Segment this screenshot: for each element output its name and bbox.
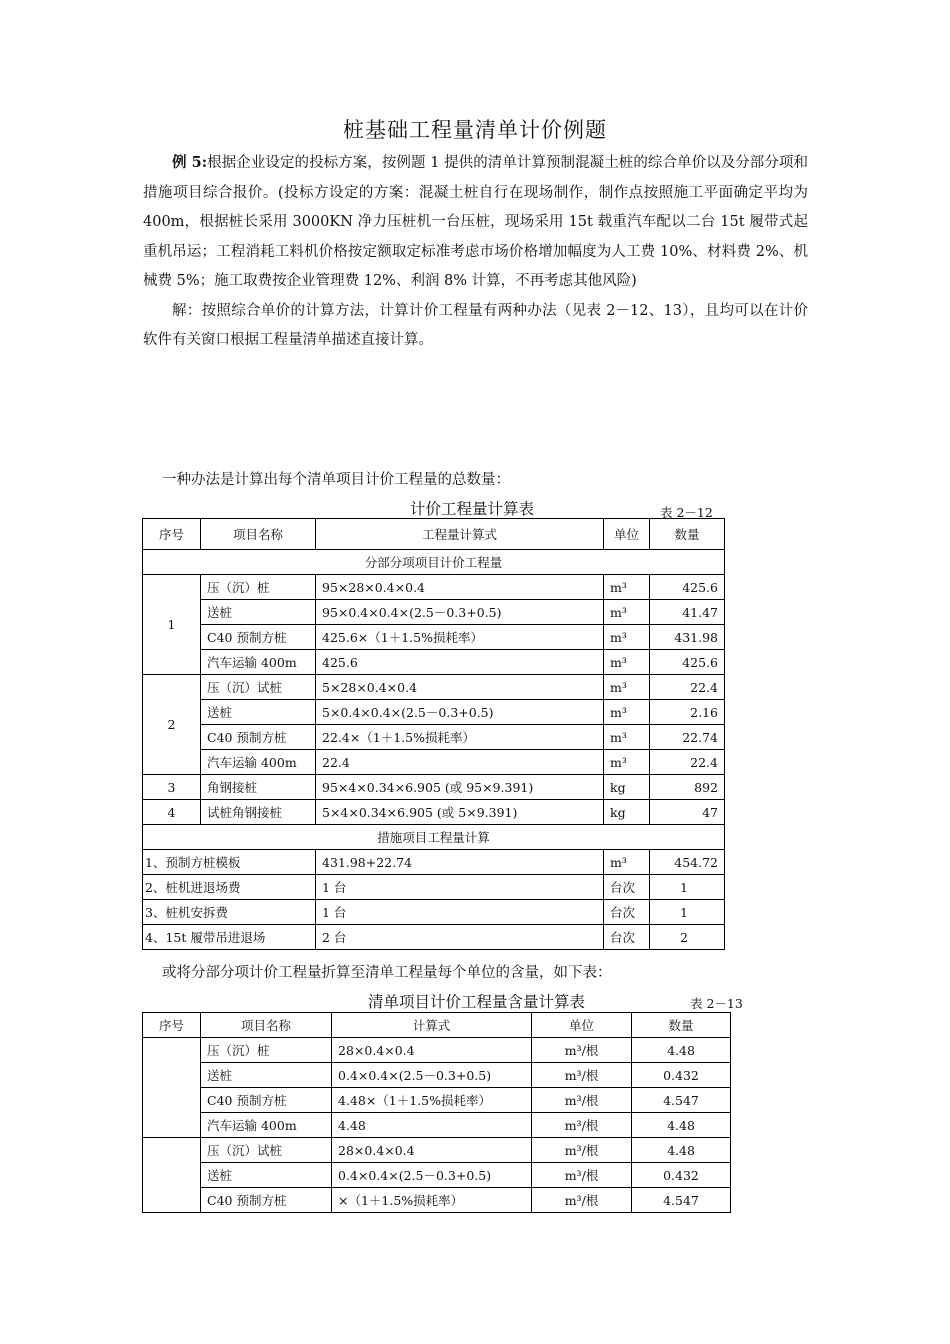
section-row <box>143 825 725 850</box>
item-qty: 4.547 <box>632 1088 731 1113</box>
item-name: C40 预制方桩 <box>201 625 316 650</box>
item-formula: 28×0.4×0.4 <box>332 1038 532 1063</box>
table-row <box>143 800 725 825</box>
row-number: 4 <box>143 800 201 825</box>
measure-unit: 台次 <box>604 875 650 900</box>
table-row <box>143 775 725 800</box>
item-unit: m³ <box>604 600 650 625</box>
item-formula: 4.48 <box>332 1113 532 1138</box>
calc-table <box>142 518 725 950</box>
table-row <box>143 675 725 700</box>
header-cell: 项目名称 <box>201 519 316 550</box>
measure-name: 1、预制方桩模板 <box>143 850 316 875</box>
item-qty: 4.48 <box>632 1113 731 1138</box>
item-name: 压（沉）试桩 <box>201 675 316 700</box>
item-qty: 22.4 <box>650 675 725 700</box>
item-qty: 22.74 <box>650 725 725 750</box>
example-label: 例 5: <box>172 154 208 171</box>
table2-title: 清单项目计价工程量含量计算表 <box>368 993 586 1011</box>
header-cell: 单位 <box>604 519 650 550</box>
table-row <box>143 625 725 650</box>
item-unit: m³ <box>604 575 650 600</box>
header-cell: 项目名称 <box>201 1013 332 1038</box>
item-formula: 4.48×（1＋1.5%损耗率） <box>332 1088 532 1113</box>
row-number-cell <box>143 1038 201 1138</box>
item-unit: m³/根 <box>532 1163 632 1188</box>
measure-unit: 台次 <box>604 900 650 925</box>
measure-qty: 1 <box>650 900 725 925</box>
table-row <box>143 700 725 725</box>
page-title: 桩基础工程量清单计价例题 <box>343 118 607 142</box>
table-row <box>143 600 725 625</box>
table-header-row <box>143 519 725 550</box>
item-qty: 425.6 <box>650 575 725 600</box>
table-row <box>143 1163 731 1188</box>
solution-paragraph: 解：按照综合单价的计算方法，计算计价工程量有两种办法（见表 2－12、13），且均可以在计价软件有关窗口根据工程量清单描述直接计算。 <box>143 302 808 348</box>
item-qty: 0.432 <box>632 1063 731 1088</box>
row-number: 2 <box>143 675 201 775</box>
table-header-row <box>143 1013 731 1038</box>
item-formula: 0.4×0.4×(2.5－0.3+0.5) <box>332 1063 532 1088</box>
item-unit: kg <box>604 775 650 800</box>
item-name: 送桩 <box>201 600 316 625</box>
item-qty: 4.547 <box>632 1188 731 1213</box>
item-formula: ×（1＋1.5%损耗率） <box>332 1188 532 1213</box>
item-formula: 0.4×0.4×(2.5－0.3+0.5) <box>332 1163 532 1188</box>
item-name: 送桩 <box>201 700 316 725</box>
item-name: 压（沉）试桩 <box>201 1138 332 1163</box>
item-unit: m³/根 <box>532 1063 632 1088</box>
item-qty: 4.48 <box>632 1138 731 1163</box>
measure-name: 4、15t 履带吊进退场 <box>143 925 316 950</box>
example-paragraph <box>143 148 808 297</box>
method2-intro: 或将分部分项计价工程量折算至清单工程量每个单位的含量，如下表： <box>162 965 612 981</box>
item-unit: m³/根 <box>532 1038 632 1063</box>
item-qty: 431.98 <box>650 625 725 650</box>
item-qty: 2.16 <box>650 700 725 725</box>
table-row <box>143 925 725 950</box>
item-name: 汽车运输 400m <box>201 650 316 675</box>
item-qty: 892 <box>650 775 725 800</box>
measure-formula: 1 台 <box>316 900 604 925</box>
table-row <box>143 1088 731 1113</box>
table-row <box>143 650 725 675</box>
item-unit: m³ <box>604 650 650 675</box>
content-table <box>142 1012 731 1213</box>
measure-unit: m³ <box>604 850 650 875</box>
item-name: 压（沉）桩 <box>201 1038 332 1063</box>
table-row <box>143 725 725 750</box>
row-number: 1 <box>143 575 201 675</box>
header-cell: 计算式 <box>332 1013 532 1038</box>
item-name: 压（沉）桩 <box>201 575 316 600</box>
header-cell: 序号 <box>143 519 201 550</box>
header-cell: 数量 <box>632 1013 731 1038</box>
table-row <box>143 1063 731 1088</box>
item-formula: 5×28×0.4×0.4 <box>316 675 604 700</box>
example-body: 根据企业设定的投标方案，按例题 1 提供的清单计算预制混凝土桩的综合单价以及分部分项和措施项目综合报价。(投标方设定的方案：混凝土桩自行在现场制作，制作点按照施工平面确定平均为 400m，根据桩长采用 3000KN 净力压桩机一台压桩，现场采用 15t 载重汽车配以二台 15t 履带式起重机吊运；工程消耗工料机价格按定额取定标准考虑市场价格增加幅度为人工费 10%、材料费 2%、机械费 5%；施工取费按企业管理费 12%、利润 8% 计算，不再考虑其他风险) <box>143 155 808 289</box>
item-unit: m³ <box>604 675 650 700</box>
item-qty: 425.6 <box>650 650 725 675</box>
item-name: 送桩 <box>201 1063 332 1088</box>
measure-name: 2、桩机进退场费 <box>143 875 316 900</box>
section-label: 分部分项项目计价工程量 <box>143 550 725 575</box>
table-row <box>143 750 725 775</box>
item-name: C40 预制方桩 <box>201 1088 332 1113</box>
table-row <box>143 875 725 900</box>
item-name: C40 预制方桩 <box>201 1188 332 1213</box>
item-unit: m³/根 <box>532 1113 632 1138</box>
table-row <box>143 1138 731 1163</box>
item-formula: 95×0.4×0.4×(2.5－0.3+0.5) <box>316 600 604 625</box>
measure-formula: 1 台 <box>316 875 604 900</box>
item-name: 汽车运输 400m <box>201 750 316 775</box>
item-name: 送桩 <box>201 1163 332 1188</box>
table-row <box>143 850 725 875</box>
problem-text <box>143 148 808 356</box>
item-qty: 47 <box>650 800 725 825</box>
measure-formula: 431.98+22.74 <box>316 850 604 875</box>
header-cell: 单位 <box>532 1013 632 1038</box>
item-name: 角钢接桩 <box>201 775 316 800</box>
item-formula: 95×4×0.34×6.905 (或 95×9.391) <box>316 775 604 800</box>
item-qty: 0.432 <box>632 1163 731 1188</box>
item-name: 试桩角钢接桩 <box>201 800 316 825</box>
item-formula: 5×4×0.34×6.905 (或 5×9.391) <box>316 800 604 825</box>
item-formula: 28×0.4×0.4 <box>332 1138 532 1163</box>
table-row <box>143 575 725 600</box>
item-unit: m³/根 <box>532 1138 632 1163</box>
table-row <box>143 1038 731 1063</box>
item-formula: 95×28×0.4×0.4 <box>316 575 604 600</box>
header-cell: 数量 <box>650 519 725 550</box>
table1-title: 计价工程量计算表 <box>410 500 535 518</box>
measure-unit: 台次 <box>604 925 650 950</box>
table-row <box>143 900 725 925</box>
measure-formula: 2 台 <box>316 925 604 950</box>
item-name: C40 预制方桩 <box>201 725 316 750</box>
table-row <box>143 1113 731 1138</box>
header-cell: 工程量计算式 <box>316 519 604 550</box>
header-cell: 序号 <box>143 1013 201 1038</box>
item-unit: m³ <box>604 625 650 650</box>
table2-number: 表 2－13 <box>690 996 743 1011</box>
row-number: 3 <box>143 775 201 800</box>
item-qty: 22.4 <box>650 750 725 775</box>
item-unit: m³ <box>604 750 650 775</box>
item-unit: m³/根 <box>532 1188 632 1213</box>
item-formula: 22.4×（1＋1.5%损耗率） <box>316 725 604 750</box>
item-formula: 425.6×（1＋1.5%损耗率） <box>316 625 604 650</box>
section-row <box>143 550 725 575</box>
measure-qty: 1 <box>650 875 725 900</box>
item-unit: m³ <box>604 700 650 725</box>
table1-number: 表 2－12 <box>660 505 713 520</box>
item-formula: 5×0.4×0.4×(2.5－0.3+0.5) <box>316 700 604 725</box>
item-qty: 4.48 <box>632 1038 731 1063</box>
item-name: 汽车运输 400m <box>201 1113 332 1138</box>
measure-qty: 2 <box>650 925 725 950</box>
item-unit: kg <box>604 800 650 825</box>
measure-qty: 454.72 <box>650 850 725 875</box>
measure-name: 3、桩机安拆费 <box>143 900 316 925</box>
section-label: 措施项目工程量计算 <box>143 825 725 850</box>
item-unit: m³/根 <box>532 1088 632 1113</box>
item-formula: 425.6 <box>316 650 604 675</box>
method1-intro: 一种办法是计算出每个清单项目计价工程量的总数量： <box>162 472 510 488</box>
item-formula: 22.4 <box>316 750 604 775</box>
row-number-cell <box>143 1138 201 1213</box>
item-qty: 41.47 <box>650 600 725 625</box>
table-row <box>143 1188 731 1213</box>
item-unit: m³ <box>604 725 650 750</box>
